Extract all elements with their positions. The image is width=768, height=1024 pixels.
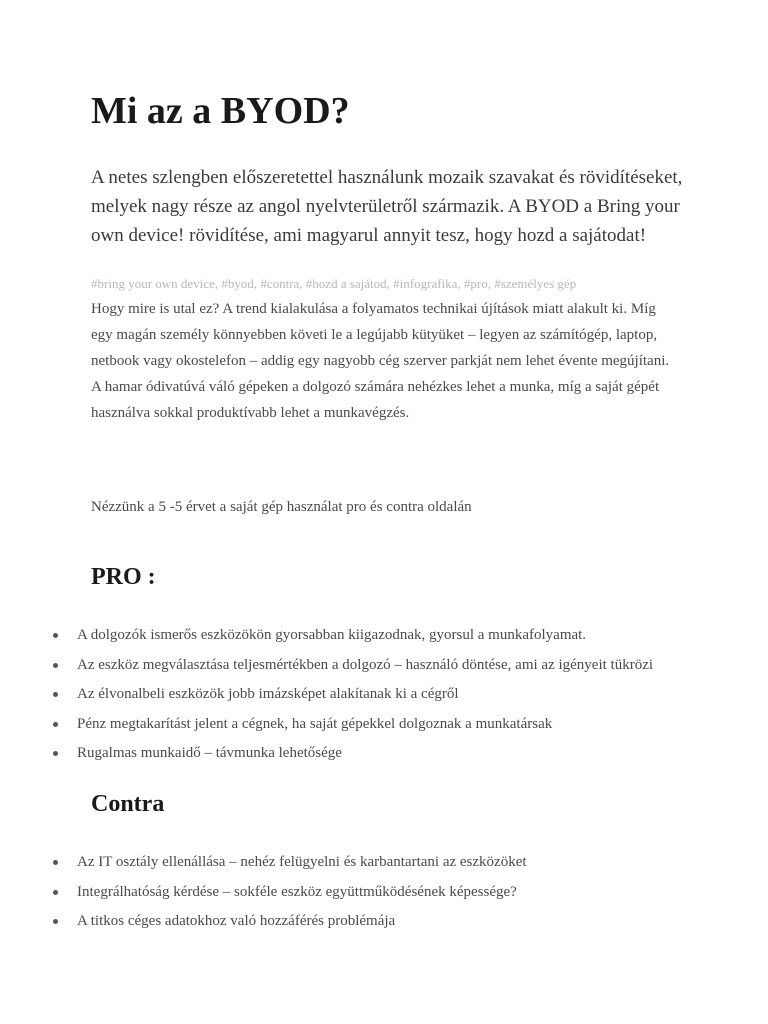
contra-list [0,848,768,937]
list-item [0,710,768,740]
list-item [0,651,768,681]
tag-list: #bring your own device, #byod, #contra, #hozd a sajátod, #infografika, #pro, #személyes gép [91,276,577,291]
intro-paragraph: A netes szlengben előszeretettel használunk mozaik szavakat és rövidítéseket, melyek nagy része az angol nyelvterületről származik. A BYOD a Bring your own device! rövidítése, ami magyarul annyit tesz, hogy hozd a sajátodat! [91,167,683,246]
bullet-icon [53,692,58,697]
list-item-text: Az eszköz megválasztása teljesmértékben a dolgozó – használó döntése, ami az igényeit tükrözi [77,656,654,673]
bullet-icon [53,860,58,865]
list-item-text: Rugalmas munkaidő – távmunka lehetősége [77,745,342,761]
list-item-text: Integrálhatóság kérdése – sokféle eszköz együttműködésének képessége? [77,883,517,900]
list-item [0,907,768,937]
bullet-icon [53,722,58,727]
list-item-text: Az élvonalbeli eszközök jobb imázsképet alakítanak ki a cégről [77,686,459,702]
list-item-text: Pénz megtakarítást jelent a cégnek, ha saját gépekkel dolgoznak a munkatársak [77,715,553,732]
list-item [0,621,768,651]
bullet-icon [53,633,58,638]
list-item-text: A dolgozók ismerős eszközökön gyorsabban kiigazodnak, gyorsul a munkafolyamat. [77,627,587,643]
bullet-icon [53,663,58,668]
pro-list [0,621,768,769]
pro-heading: PRO : [91,564,156,590]
lead-paragraph: Nézzünk a 5 -5 érvet a saját gép használat pro és contra oldalán [91,499,472,515]
bullet-icon [53,751,58,756]
list-item-text: A titkos céges adatokhoz való hozzáférés problémája [77,913,396,929]
list-item-text: Az IT osztály ellenállása – nehéz felügyelni és karbantartani az eszközöket [77,854,527,870]
page-title: Mi az a BYOD? [91,90,350,132]
bullet-icon [53,890,58,895]
list-item [0,739,768,769]
contra-heading: Contra [91,791,165,817]
list-item [0,680,768,710]
body-paragraph: Hogy mire is utal ez? A trend kialakulása a folyamatos technikai újítások miatt alakult ki. Míg egy magán személy könnyebben követi le a legújabb kütyüket – legyen az számítógép, laptop, netbook vagy okostelefon – addig egy nagyobb cég szerver parkját nem lehet évente megújítani. A hamar ódivatúvá váló gépeken a dolgozó számára nehézkes lehet a munka, míg a saját gépét használva sokkal produktívabb lehet a munkavégzés. [91,301,670,421]
bullet-icon [53,919,58,924]
list-item [0,878,768,908]
list-item [0,848,768,878]
